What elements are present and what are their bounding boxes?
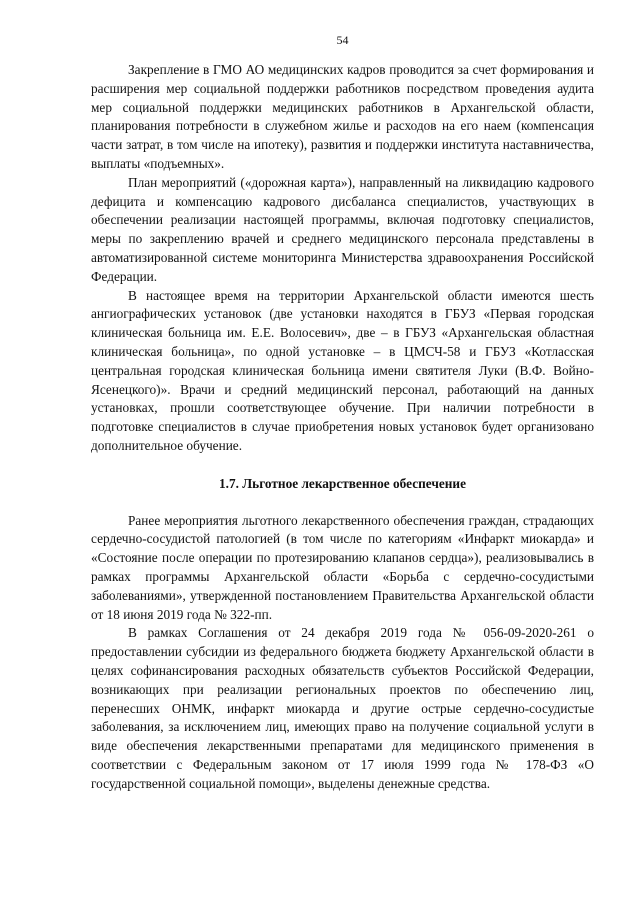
paragraph-angiography-units: В настоящее время на территории Архангельской области имеются шесть ангиографических установок (две установки находятся в ГБУЗ «Первая городская клиническая больница им. Е.Е. Волосевич», две – в ГБУЗ «Архангельская областная клиническая больница», по одной установке – в ЦМСЧ-58 и ГБУЗ «Котласская центральная городская клиническая больница имени святителя Луки (В.Ф. Войно-Ясенецкого)». Врачи и средний медицинский персонал, работающий на данных установках, прошли соответствующее обучение. При наличии потребности в подготовке специалистов в случае приобретения новых установок будет организовано дополнительное обучение. xyxy=(91,287,594,453)
page-number: 54 xyxy=(336,33,349,47)
paragraph-subsidy-agreement: В рамках Соглашения от 24 декабря 2019 года № 056-09-2020-261 о предоставлении субсидии из федерального бюджета бюджету Архангельской области в целях софинансирования расходных обязательств субъектов Российской Федерации, возникающих при реализации региональных проектов по обеспечению лиц, перенесших ОНМК, инфаркт миокарда и другие острые сердечно-сосудистые заболевания, за исключением лиц, имеющих право на получение социальной услуги в виде обеспечения лекарственными препаратами для медицинского применения в соответствии с Федеральным законом от 17 июля 1999 года № 178-ФЗ «О государственной социальной помощи», выделены денежные средства. xyxy=(91,625,594,791)
paragraph-preferential-drugs: Ранее мероприятия льготного лекарственного обеспечения граждан, страдающих сердечно-сосудистой патологией (в том числе по категориям «Инфаркт миокарда» и «Состояние после операции по протезированию клапанов сердца»), реализовывались в рамках программы Архангельской области «Борьба с сердечно-сосудистыми заболеваниями», утвержденной постановлением Правительства Архангельской области от 18 июня 2019 года № 322-пп. xyxy=(91,512,594,622)
paragraph-staff-retention: Закрепление в ГМО АО медицинских кадров проводится за счет формирования и расширения мер социальной поддержки работников посредством проведения аудита мер социальной поддержки медицинских работников в Архангельской области, планирования потребности в служебном жилье и расходов на его наем (компенсация части затрат, в том числе на ипотеку), развития и поддержки института наставничества, выплаты «подъемных». xyxy=(91,62,594,171)
paragraph-road-map: План мероприятий («дорожная карта»), направленный на ликвидацию кадрового дефицита и компенсацию кадрового дисбаланса специалистов, участвующих в обеспечении реализации настоящей программы, включая подготовку специалистов, меры по закреплению врачей и среднего медицинского персонала представлены в автоматизированной системе мониторинга Министерства здравоохранения Российской Федерации. xyxy=(91,174,594,284)
document-page xyxy=(91,32,594,793)
section-heading: 1.7. Льготное лекарственное обеспечение xyxy=(219,475,466,491)
